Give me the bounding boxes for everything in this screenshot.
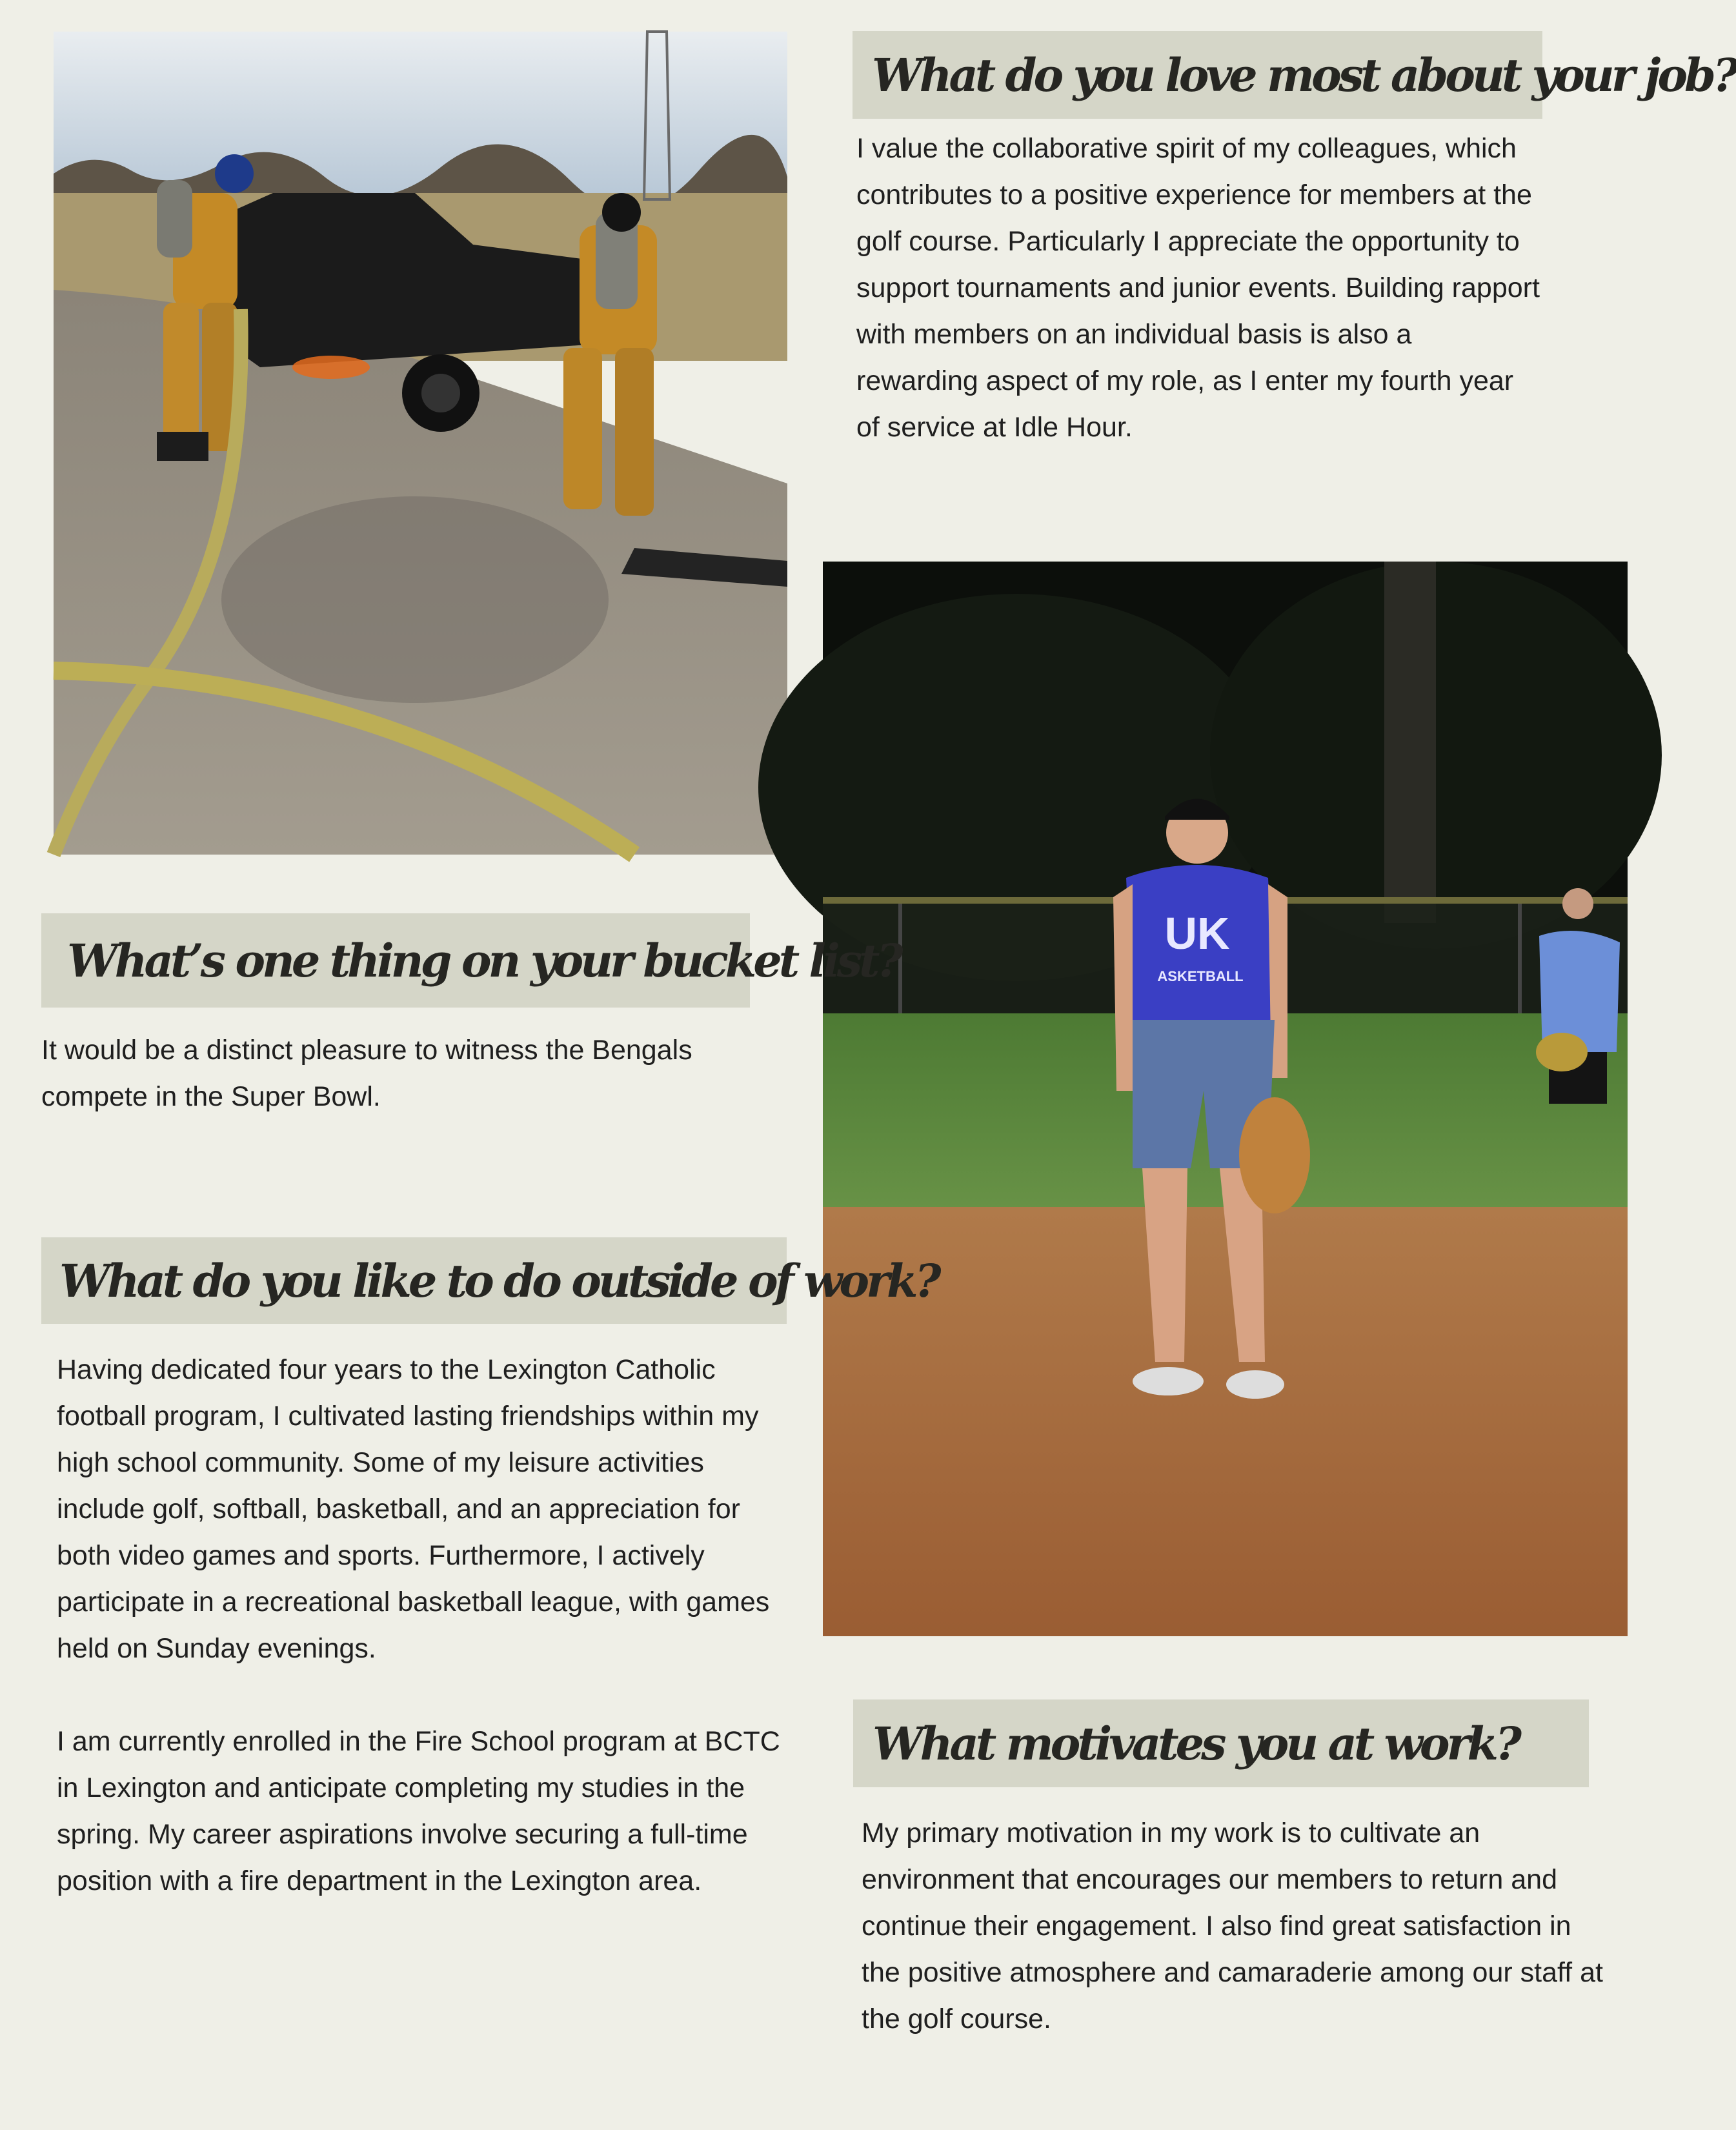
heading-bucket-list	[41, 913, 900, 1008]
love-job-paragraph: I value the collaborative spirit of my colleagues, which contributes to a positive experience for members at the golf course. Particularly I appreciate the opportunity to support tournaments and junior events. Building rapport with members on an individual basis is also a rewarding aspect of my role, as I enter my fourth year of service at Idle Hour.	[856, 133, 1540, 443]
softball-shirt-text: ASKETBALL	[1157, 968, 1244, 984]
heading-love-job-text: What do you love most about your job?	[872, 48, 1736, 102]
heading-outside-work-text: What do you like to do outside of work?	[59, 1253, 938, 1308]
firefighters-photo	[54, 32, 787, 855]
heading-love-job	[853, 31, 1736, 119]
softball-photo	[823, 562, 1628, 1636]
heading-motivates-text: What motivates you at work?	[873, 1716, 1519, 1770]
heading-bucket-list-text: What’s one thing on your bucket list?	[67, 933, 900, 988]
softball-shirt-logo: UK	[1164, 908, 1230, 959]
heading-outside-work	[41, 1237, 938, 1324]
outside-work-paragraph-1: Having dedicated four years to the Lexington Catholic football program, I cultivated lasting friendships within my high school community. Some of my leisure activities include golf, softball, basketball, and an appreciation for both video games and sports. Furthermore, I actively participate in a recreational basketball league, with games held on Sunday evenings.	[57, 1354, 770, 1664]
motivates-paragraph: My primary motivation in my work is to cultivate an environment that encourages our members to return and continue their engagement. I also find great satisfaction in the positive atmosphere and camaraderie among our staff at the golf course.	[862, 1818, 1603, 2034]
heading-motivates	[853, 1699, 1589, 1787]
love-job-text	[856, 125, 1540, 451]
outside-work-paragraph-2: I am currently enrolled in the Fire School program at BCTC in Lexington and anticipate completing my studies in the spring. My career aspirations involve securing a full-time position with a fire department in the Lexington area.	[57, 1726, 780, 1896]
outside-work-text	[57, 1346, 792, 1904]
motivates-text	[862, 1810, 1610, 2042]
bucket-list-paragraph: It would be a distinct pleasure to witness the Bengals compete in the Super Bowl.	[41, 1035, 692, 1112]
bucket-list-text	[41, 1027, 719, 1120]
